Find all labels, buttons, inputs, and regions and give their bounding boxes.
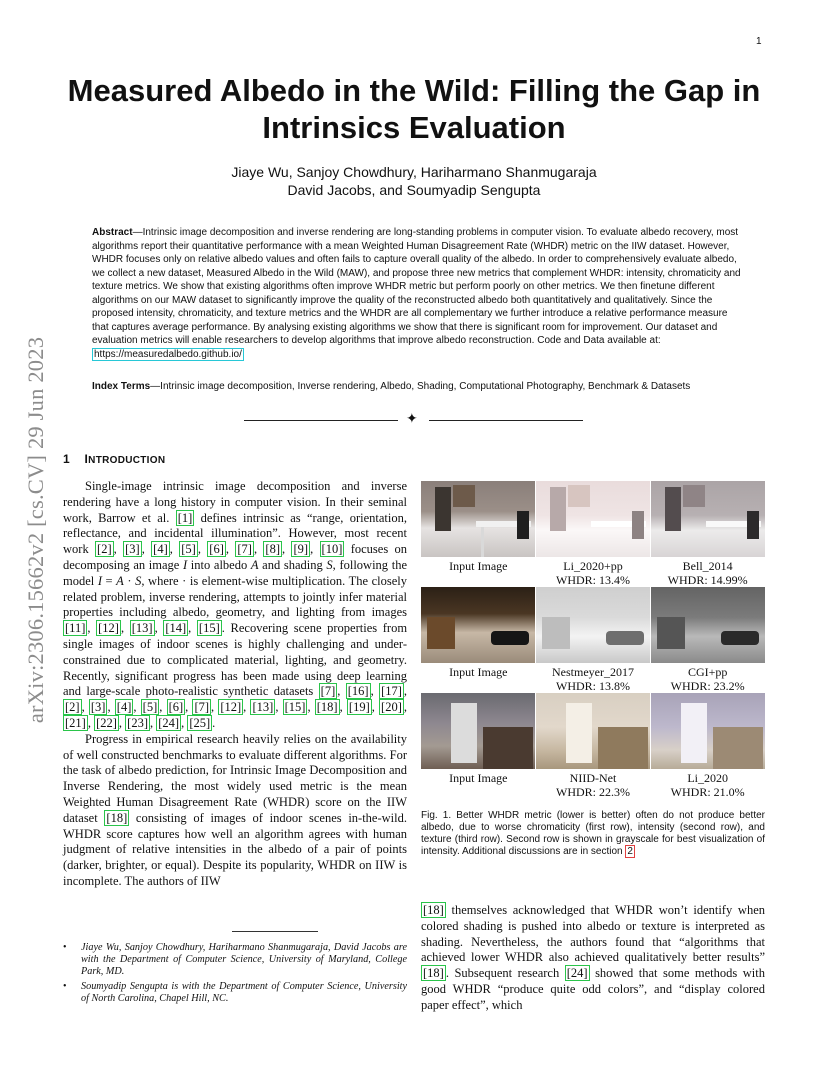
- section-title-rest: NTRODUCTION: [88, 455, 166, 466]
- method-label: Input Image: [449, 771, 508, 785]
- label-cell: [650, 771, 765, 799]
- section-title-initial: I: [84, 452, 89, 466]
- method-label: Bell_2014: [682, 559, 733, 573]
- index-terms-text: —Intrinsic image decomposition, Inverse rendering, Albedo, Shading, Computational Photography, Benchmark & Datasets: [150, 381, 691, 392]
- method-label: Nestmeyer_2017: [552, 665, 634, 679]
- section-heading: [63, 452, 165, 466]
- whdr-label: WHDR: 23.2%: [670, 679, 745, 693]
- albedo-li-2020: [651, 693, 765, 769]
- footnote-rule: [232, 931, 318, 932]
- whdr-label: WHDR: 13.4%: [556, 573, 630, 587]
- label-cell: [650, 665, 765, 693]
- label-cell: [536, 665, 651, 693]
- input-image-fridge: [421, 693, 535, 769]
- albedo-cgi-pp: [651, 587, 765, 663]
- label-cell: [536, 771, 651, 799]
- method-label: Input Image: [449, 559, 508, 573]
- abstract-text: —Intrinsic image decomposition and inverse rendering are long-standing problems in computer vision. To evaluate albedo recovery, most algorithms report their quantitative performance with a mean Weighted Human Disagreement Rate (WHDR) metric on the IIW dataset. However, WHDR focuses only on relative albedo values and often fails to capture overall quality of the albedo. In order to comprehensively evaluate albedo, we collect a new dataset, Measured Albedo in the Wild (MAW), and propose three new metrics that complement WHDR: intensity, chromaticity and texture metrics. We show that existing algorithms often improve WHDR metric but perform poorly on other metrics. We then finetune different algorithms on our MAW dataset to significantly improve the quality of the reconstructed albedo both quantitatively and qualitatively. Since the proposed intensity, chromaticity, and texture metrics and the WHDR are all complementary we further introduce a relative performance measure that captures average performance. By analysing existing algorithms we show that there is significant room for improvement. Our dataset and evaluation metrics will enable researchers to develop algorithms that improve albedo reconstruction. Code and Data available at:: [92, 227, 741, 346]
- method-label: Li_2020: [687, 771, 729, 785]
- input-image-stove: [421, 587, 535, 663]
- label-cell: [650, 559, 765, 587]
- whdr-label: WHDR: 21.0%: [670, 785, 745, 799]
- label-cell: [421, 665, 536, 693]
- abstract-label: Abstract: [92, 227, 133, 238]
- label-cell: [421, 771, 536, 799]
- label-cell: [421, 559, 536, 587]
- arxiv-stamp-text: arXiv:2306.15662v2 [cs.CV] 29 Jun 2023: [23, 336, 48, 724]
- method-label: Li_2020+pp: [563, 559, 623, 573]
- albedo-bell-2014: [651, 481, 765, 557]
- whdr-label: WHDR: 13.8%: [556, 679, 630, 693]
- figure-row-1: [421, 481, 765, 587]
- intro-paragraph-2: Progress in empirical research heavily relies on the availability of well constructed benchmarks to evaluate different algorithms. For the task of albedo prediction, for Intrinsic Image Decomposition and Inverse Rendering, the most widely used metric is the mean Weighted Human Disagreement Rate (WHDR) score on the IIW dataset [18] consisting of images of indoor scenes in-the-wild. WHDR score captures how well an algorithm agrees with human judgment of relative intensities in the albedo of a pair of points (darker, brighter, or equal). Despite its popularity, WHDR on IIW is incomplete. The authors of IIW: [63, 731, 407, 888]
- input-image-kitchen: [421, 481, 535, 557]
- intro-right-column: [421, 903, 765, 1014]
- section-number: 1: [63, 452, 70, 466]
- divider-left: [244, 420, 398, 421]
- footnotes: [63, 942, 407, 1007]
- figure-row-2: [421, 587, 765, 693]
- footnote-1: • Jiaye Wu, Sanjoy Chowdhury, Hariharmano Shanmugaraja, David Jacobs are with the Department of Computer Science, University of Maryland, College Park, MD.: [63, 942, 407, 979]
- figure-caption: [421, 810, 765, 858]
- method-label: NIID-Net: [569, 771, 617, 785]
- whdr-label: WHDR: 22.3%: [556, 785, 630, 799]
- method-label: Input Image: [449, 665, 508, 679]
- project-link[interactable]: https://measuredalbedo.github.io/: [94, 348, 242, 360]
- intro-left-column: [63, 479, 407, 890]
- abstract: [92, 226, 742, 361]
- intro-paragraph-1: Single-image intrinsic image decomposition and inverse rendering have a long history in computer vision. In their seminal work, Barrow et al. [1] defines intrinsic as “range, orientation, reflectance, and incidental illumination”. However, most recent work [2] , [3] , [4] , [5] , [6] , [7] , [8] , [9] , [10] focuses on decomposing an image I into albedo A and shading S, following the model I = A · S, where · is element-wise multiplication. The closely related problem, inverse rendering, attempts to jointly infer material properties including albedo, geometry, and lighting from images [11] , [12] , [13] , [14] , [15] . Recovering scene properties from single images of indoor scenes is highly challenging and under-constrained due to complicated material, lighting, and geometry. Recently, significant progress has been made using deep learning and large-scale photo-realistic synthetic datasets [7] , [16] , [17] , [2] , [3] , [4] , [5] , [6] , [7] , [12] , [13] , [15] , [18] , [19] , [20] , [21] , [22] , [23] , [24] , [25] .: [63, 479, 408, 730]
- paper-title: Measured Albedo in the Wild: Filling the Gap in Intrinsics Evaluation: [67, 73, 761, 145]
- label-cell: [536, 559, 651, 587]
- divider-right: [429, 420, 583, 421]
- index-terms-label: Index Terms: [92, 381, 151, 392]
- whdr-label: WHDR: 14.99%: [667, 573, 748, 587]
- albedo-li-2020-pp: [536, 481, 650, 557]
- index-terms: [92, 380, 732, 394]
- section-ref-link[interactable]: 2: [627, 846, 633, 857]
- method-label: CGI+pp: [687, 665, 728, 679]
- albedo-nestmeyer-2017: [536, 587, 650, 663]
- page-number: 1: [756, 36, 762, 47]
- author-list: [100, 163, 728, 199]
- figure-1: [421, 481, 765, 799]
- footnote-2: • Soumyadip Sengupta is with the Department of Computer Science, University of North Carolina, Chapel Hill, NC.: [63, 981, 407, 1005]
- intro-paragraph-3: [18] themselves acknowledged that WHDR won’t identify when colored shading is pushed into albedo or texture is interpreted as shading. Nevertheless, the authors found that “algorithms that achieved lower WHDR also achieved qualitatively better results” [18] . Subsequent research [24] showed that some methods with good WHDR “produce quite odd colors”, and “display colored paper effect”, which: [421, 903, 765, 1012]
- authors-line-1: Jiaye Wu, Sanjoy Chowdhury, Hariharmano Shanmugaraja: [231, 164, 597, 180]
- albedo-niid-net: [536, 693, 650, 769]
- divider-ornament: ✦: [406, 412, 418, 427]
- figure-row-3: [421, 693, 765, 799]
- figure-caption-text: Fig. 1. Better WHDR metric (lower is better) often do not produce better albedo, due to worse chromaticity (first row), intensity (second row), and texture (third row). Second row is shown in grayscale for best visualization of intensity. Additional discussions are in section: [421, 810, 765, 857]
- authors-line-2: David Jacobs, and Soumyadip Sengupta: [287, 182, 541, 198]
